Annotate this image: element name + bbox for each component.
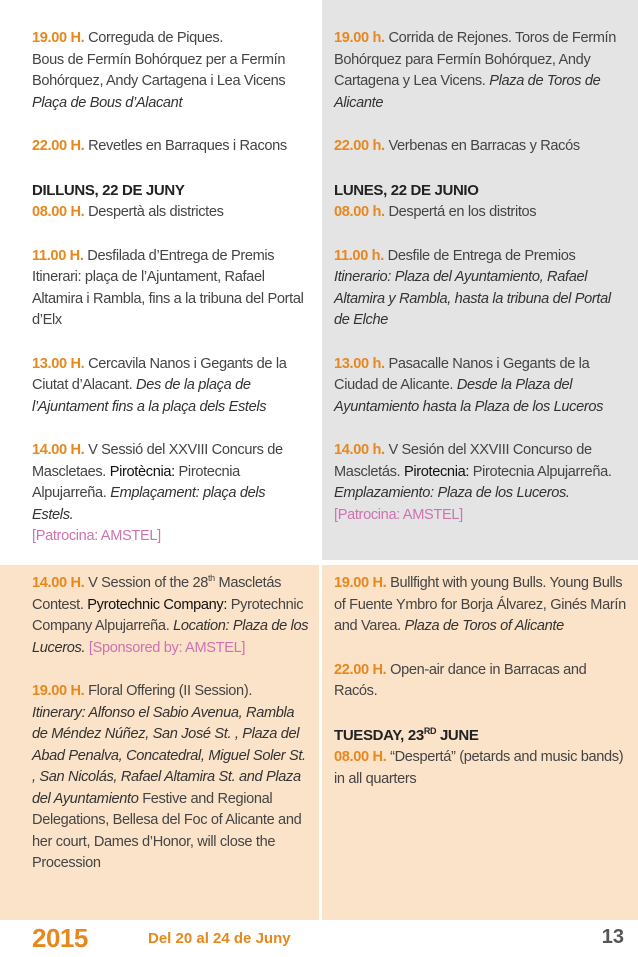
sponsor-note: [Sponsored by: AMSTEL] [85,639,246,656]
event-entry [32,136,307,158]
valencian-column [0,0,319,560]
event-time: 14.00 h. [334,442,385,458]
event-entry [334,573,628,638]
event-title: Despertà als districtes [84,204,224,220]
event-entry [32,354,307,419]
day-block [334,180,628,224]
event-entry [32,28,307,114]
event-title: Pasacalle Nanos i Gegants de la Ciudad de Alicante. [334,355,590,393]
event-title: “Despertá” (petards and music bands) in all quarters [334,749,624,787]
event-time: 14.00 H. [32,442,85,458]
day-heading-text: TUESDAY, 23 [334,726,424,744]
event-entry [334,28,628,114]
event-entry [32,573,309,659]
page-footer [0,920,638,957]
event-location: Plaza de Toros of Alicante [404,618,564,634]
event-title: Corrida de Rejones. Toros de Fermín Bohórquez para Fermín Bohórquez, Andy Cartagena y Lea Vicens. [334,30,617,89]
day-heading: DILLUNS, 22 DE JUNY [32,181,185,199]
event-title: Bullfight with young Bulls. Young Bulls of Fuente Ymbro for Borja Álvarez, Ginés Marín and Varea. [334,575,626,634]
event-location: Location: Plaza de los Luceros. [32,618,309,656]
event-location: Plaza de Toros de Alicante [334,73,601,111]
event-title: Correguda de Piques. [84,30,224,46]
event-location: Emplaçament: plaça dels Estels. [32,485,266,523]
event-itinerary: Itinerary: Alfonso el Sabio Avenua, Rambla de Méndez Núñez, San José St. , Plaza del Abad Penalva, Concatedral, Miguel Soler St. , San Nicolás, Rafael Altamira St. and Plaza del Ayuntamiento [32,704,306,807]
event-entry [32,440,307,548]
day-heading [334,727,479,744]
event-title: V Sessió del XXVIII Concurs de Mascletaes. [32,442,283,480]
event-time: 22.00 H. [32,138,85,154]
event-title: Desfile de Entrega de Premios [383,247,576,264]
event-location: Plaça de Bous d’Alacant [32,94,183,111]
event-description: Bous de Fermín Bohórquez per a Fermín Bohórquez, Andy Cartagena i Lea Vicens [32,51,286,89]
pyrotechnic-label: Pyrotechnic Company: [87,596,228,613]
event-entry [334,660,628,703]
event-time: 19.00 H. [334,575,387,591]
pyrotechnic-company: Pirotecnia Alpujarreña. [469,463,612,480]
event-itinerary: Itinerari: plaça de l’Ajuntament, Rafael Altamira i Rambla, fins a la tribuna del Portal d’Elx [32,269,304,328]
ordinal-suffix: RD [423,725,437,736]
pyrotechnic-company: Pirotecnia Alpujarreña. [32,463,240,501]
event-time: 22.00 h. [334,138,385,154]
page-number: 13 [601,926,624,948]
event-time: 14.00 H. [32,575,85,591]
spanish-column [322,0,638,560]
event-time: 08.00 H. [334,749,387,765]
event-entry [334,136,628,158]
event-title: Despertá en los distritos [384,204,537,220]
day-heading: LUNES, 22 DE JUNIO [334,181,479,199]
pyrotechnic-label: Pirotecnia: [403,463,470,480]
event-time: 19.00 H. [32,683,85,699]
event-title-cont: Mascletás Contest. [32,575,282,613]
event-description: Festive and Regional Delegations, Bellesa del Foc of Alicante and her court, Dames d’Honor, will close the Procession [32,790,302,871]
event-title: Floral Offering (II Session). [84,683,253,699]
event-entry [334,354,628,419]
event-title: Cercavila Nanos i Gegants de la Ciutat d’Alacant. [32,355,287,393]
event-title: Open-air dance in Barracas and Racós. [334,661,587,699]
day-block [334,725,628,791]
sponsor-note: [Patrocina: AMSTEL] [32,528,161,544]
pyrotechnic-label: Pirotècnia: [109,463,175,480]
event-time: 13.00 H. [32,355,85,372]
event-location: Emplazamiento: Plaza de los Luceros. [334,485,570,501]
event-location: Des de la plaça de l’Ajuntament fins a la plaça dels Estels [32,377,267,415]
footer-year: 2015 [32,923,88,953]
event-title: V Sesión del XXVIII Concurso de Mascletás. [334,442,592,480]
english-column-right [322,565,638,920]
event-title: Desfilada d’Entrega de Premis [83,247,275,264]
english-column-left [0,565,319,920]
event-time: 13.00 h. [334,355,385,372]
event-entry [32,681,309,875]
event-title: Verbenas en Barracas y Racós [384,138,580,154]
sponsor-note: [Patrocina: AMSTEL] [334,506,463,523]
event-time: 08.00 h. [334,204,385,220]
event-entry [334,440,628,526]
event-time: 11.00 h. [334,247,384,264]
event-itinerary: Itinerario: Plaza del Ayuntamiento, Rafael Altamira y Rambla, hasta la tribuna del Portal de Elche [334,269,611,328]
footer-dates: Del 20 al 24 de Juny [148,930,291,947]
pyrotechnic-company: Pyrotechnic Company Alpujarreña. [32,596,304,634]
event-time: 19.00 h. [334,30,385,46]
ordinal-suffix: th [208,573,215,584]
event-entry [334,246,628,332]
event-time: 19.00 H. [32,30,85,46]
day-block [32,180,307,224]
event-entry [32,246,307,332]
event-title: Revetles en Barraques i Racons [84,138,287,154]
event-location: Desde la Plaza del Ayuntamiento hasta la Plaza de los Luceros [334,377,604,415]
event-time: 22.00 H. [334,661,387,678]
day-heading-month: JUNE [436,726,479,744]
event-time: 11.00 H. [32,247,84,264]
event-time: 08.00 H. [32,204,85,220]
event-title: V Session of the 28 [84,575,208,591]
